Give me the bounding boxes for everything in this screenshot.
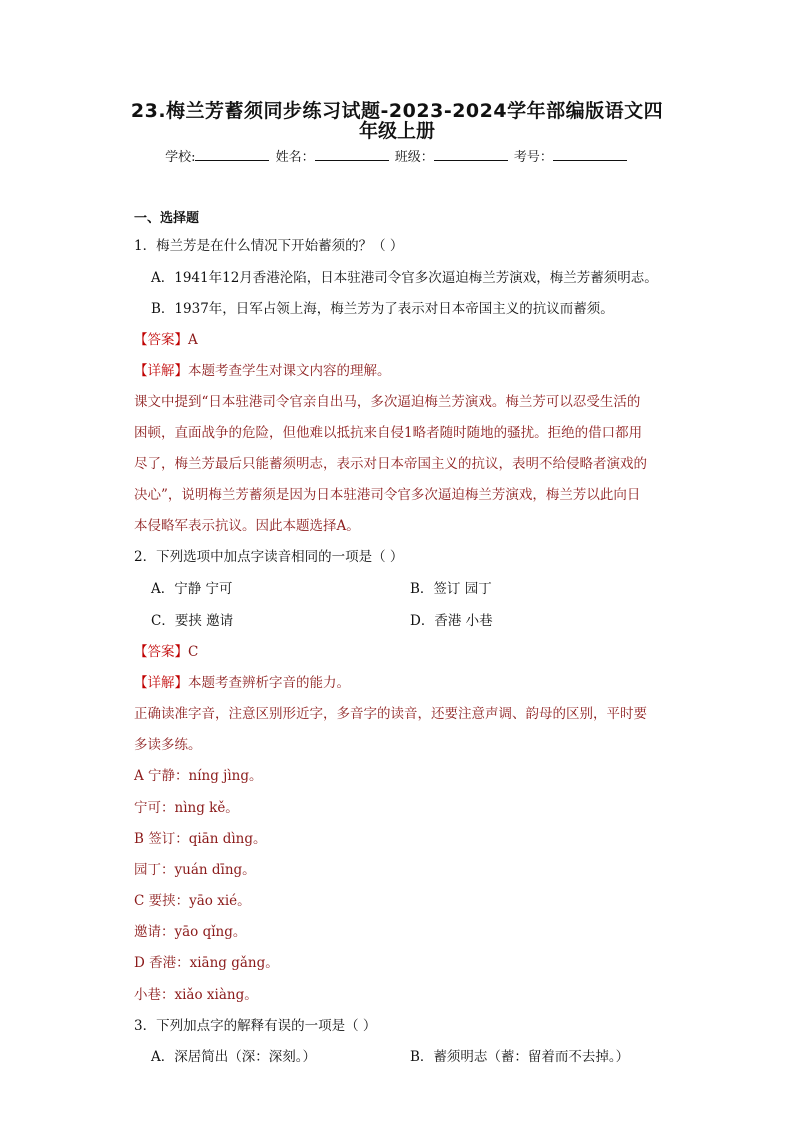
q2-detail-line: 小巷：xiǎo xiàng。 (134, 987, 258, 1003)
q2-detail-line: A 宁静：níng jìng。 (134, 768, 263, 784)
section-heading: 一、选择题 (134, 211, 200, 226)
school-label: 学校: (165, 150, 196, 165)
answer-tag: 【答案】 (134, 332, 188, 348)
q3-stem: 3．下列加点字的解释有误的一项是（ ） (134, 1018, 377, 1034)
q2-detail-lead: 本题考查辨析字音的能力。 (188, 675, 350, 691)
q2-option-d: D．香港 小巷 (410, 613, 493, 629)
q1-detail-line: 困顿，直面战争的危险，但他难以抵抗来自侵1略者随时随地的骚扰。拒绝的借口都用 (134, 425, 643, 441)
class-label: 班级： (394, 150, 434, 165)
detail-tag: 【详解】 (134, 363, 188, 379)
q3-option-a: A．深居简出（深：深刻。） (151, 1049, 316, 1065)
q1-option-b: B．1937年，日军占领上海，梅兰芳为了表示对日本帝国主义的抗议而蓄须。 (151, 301, 614, 317)
q2-option-a: A．宁静 宁可 (151, 581, 233, 597)
q1-detail-lead: 本题考查学生对课文内容的理解。 (188, 363, 391, 379)
q1-detail-line: 尽了，梅兰芳最后只能蓄须明志，表示对日本帝国主义的抗议，表明不给侵略者演戏的 (134, 456, 647, 472)
q1-answer (134, 328, 198, 348)
q2-detail-line: 宁可：nìng kě。 (134, 800, 239, 816)
q2-detail-line: B 签订：qiān dìng。 (134, 831, 267, 847)
q2-stem: 2．下列选项中加点字读音相同的一项是（ ） (134, 549, 404, 565)
q1-detail-line: 课文中提到“日本驻港司令官亲自出马，多次逼迫梅兰芳演戏。梅兰芳可以忍受生活的 (134, 394, 641, 410)
q2-detail (134, 671, 350, 691)
exam-number-blank[interactable] (553, 148, 627, 161)
q1-option-a: A．1941年12月香港沦陷，日本驻港司令官多次逼迫梅兰芳演戏，梅兰芳蓄须明志。 (151, 270, 658, 286)
q1-detail-line: 本侵略军表示抗议。因此本题选择A。 (134, 518, 360, 534)
q2-detail-line: 园丁：yuán dīng。 (134, 862, 256, 878)
q2-detail-line: D 香港：xiāng gǎng。 (134, 955, 279, 971)
q1-answer-value: A (188, 332, 198, 348)
q2-answer-value: C (188, 644, 199, 660)
q2-option-c: C．要挟 邀请 (151, 613, 234, 629)
page-title-line1: 23.梅兰芳蓄须同步练习试题-2023-2024学年部编版语文四 (130, 100, 664, 122)
q1-stem: 1．梅兰芳是在什么情况下开始蓄须的？（ ） (134, 238, 404, 254)
q2-detail-line: C 要挟：yāo xié。 (134, 893, 251, 909)
name-blank[interactable] (315, 148, 389, 161)
q2-detail-line: 多读多练。 (134, 737, 202, 753)
exam-number-label: 考号： (513, 150, 553, 165)
q2-detail-line: 正确读准字音，注意区别形近字，多音字的读音，还要注意声调、韵母的区别，平时要 (134, 706, 647, 722)
page-title-line2: 年级上册 (358, 120, 435, 142)
q2-answer (134, 640, 198, 660)
q1-detail-line: 决心”，说明梅兰芳蓄须是因为日本驻港司令官多次逼迫梅兰芳演戏，梅兰芳以此向日 (134, 487, 641, 503)
class-blank[interactable] (434, 148, 508, 161)
student-info-row (0, 146, 794, 165)
q3-option-b: B．蓄须明志（蓄：留着而不去掉。） (410, 1049, 630, 1065)
name-label: 姓名： (275, 150, 315, 165)
q2-detail-line: 邀请：yāo qǐng。 (134, 924, 247, 940)
answer-tag: 【答案】 (134, 644, 188, 660)
school-blank[interactable] (195, 148, 269, 161)
q2-option-b: B．签订 园丁 (410, 581, 492, 597)
q1-detail (134, 359, 391, 379)
detail-tag: 【详解】 (134, 675, 188, 691)
